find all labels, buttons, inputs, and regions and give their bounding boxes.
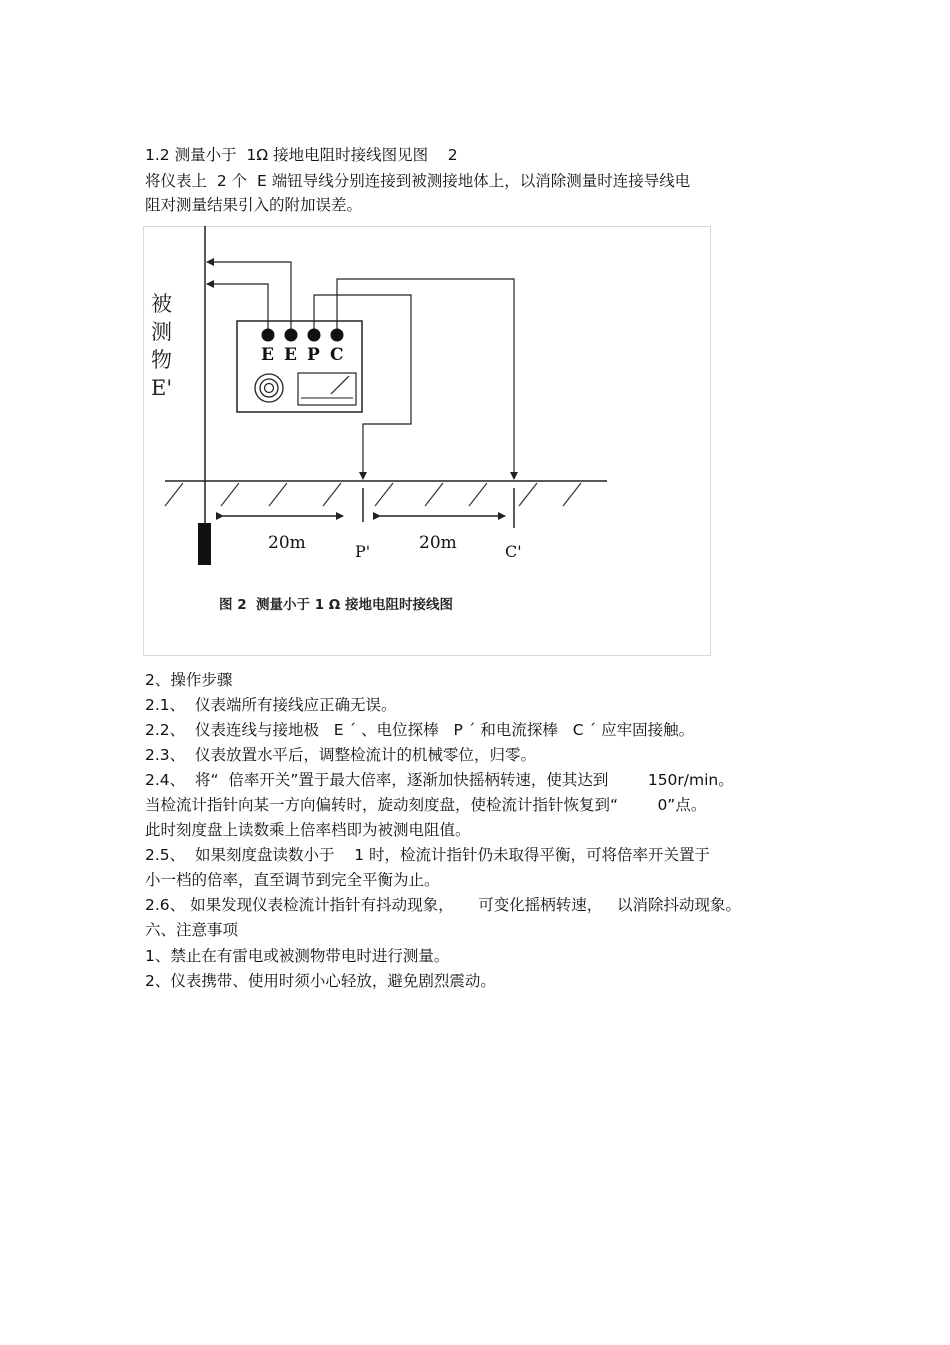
ground-electrode <box>198 523 211 565</box>
intro-paragraph-line-1: 将仪表上 2 个 E 端钮导线分别连接到被测接地体上，以消除测量时连接导线电 <box>145 172 691 190</box>
step-line: 2.3、 仪表放置水平后，调整检流计的机械零位，归零。 <box>145 746 537 764</box>
terminal-label-e2: E <box>284 345 297 365</box>
ground-hatching <box>165 483 581 506</box>
terminal-label-e1: E <box>261 345 274 365</box>
steps-heading: 2、操作步骤 <box>145 671 233 689</box>
distance-label-2: 20m <box>419 533 457 553</box>
terminal-label-p: P <box>307 345 320 365</box>
terminal-e1-icon <box>262 329 275 342</box>
terminal-c-icon <box>331 329 344 342</box>
intro-paragraph-line-2: 阻对测量结果引入的附加误差。 <box>145 196 363 214</box>
step-line: 2.1、 仪表端所有接线应正确无误。 <box>145 696 397 714</box>
terminal-label-c: C <box>330 345 344 365</box>
terminal-p-icon <box>308 329 321 342</box>
step-line: 小一档的倍率，直至调节到完全平衡为止。 <box>145 871 440 889</box>
step-line: 2.2、 仪表连线与接地极 E ˊ 、电位探棒 P ˊ 和电流探棒 C ˊ 应牢固接触。 <box>145 721 695 739</box>
step-line: 2.4、 将“ 倍率开关”置于最大倍率，逐渐加快摇柄转速，使其达到 150r/min。 <box>145 771 734 789</box>
note-line: 1、禁止在有雷电或被测物带电时进行测量。 <box>145 947 450 965</box>
terminal-e2-icon <box>285 329 298 342</box>
wiring-diagram <box>143 226 711 656</box>
probe-p-label: P' <box>355 542 371 561</box>
wiring-diagram-drawing <box>143 226 711 656</box>
section-heading: 1.2 测量小于 1Ω 接地电阻时接线图见图 2 <box>145 146 458 164</box>
measured-object-label: 被 测 物 E' <box>151 292 173 400</box>
step-line: 此时刻度盘上读数乘上倍率档即为被测电阻值。 <box>145 821 471 839</box>
figure-frame <box>144 227 711 656</box>
probe-c-label: C' <box>505 542 522 561</box>
step-line: 当检流计指针向某一方向偏转时，旋动刻度盘，使检流计指针恢复到“ 0”点。 <box>145 796 707 814</box>
notes-heading: 六、注意事项 <box>145 921 239 939</box>
figure-caption: 图 2 测量小于 1 Ω 接地电阻时接线图 <box>219 597 453 613</box>
wire-e2 <box>207 262 291 329</box>
step-line: 2.5、 如果刻度盘读数小于 1 时，检流计指针仍未取得平衡，可将倍率开关置于 <box>145 846 711 864</box>
step-line: 2.6、 如果发现仪表检流计指针有抖动现象， 可变化摇柄转速， 以消除抖动现象。 <box>145 896 741 914</box>
note-line: 2、仪表携带、使用时须小心轻放，避免剧烈震动。 <box>145 972 496 990</box>
distance-label-1: 20m <box>268 533 306 553</box>
